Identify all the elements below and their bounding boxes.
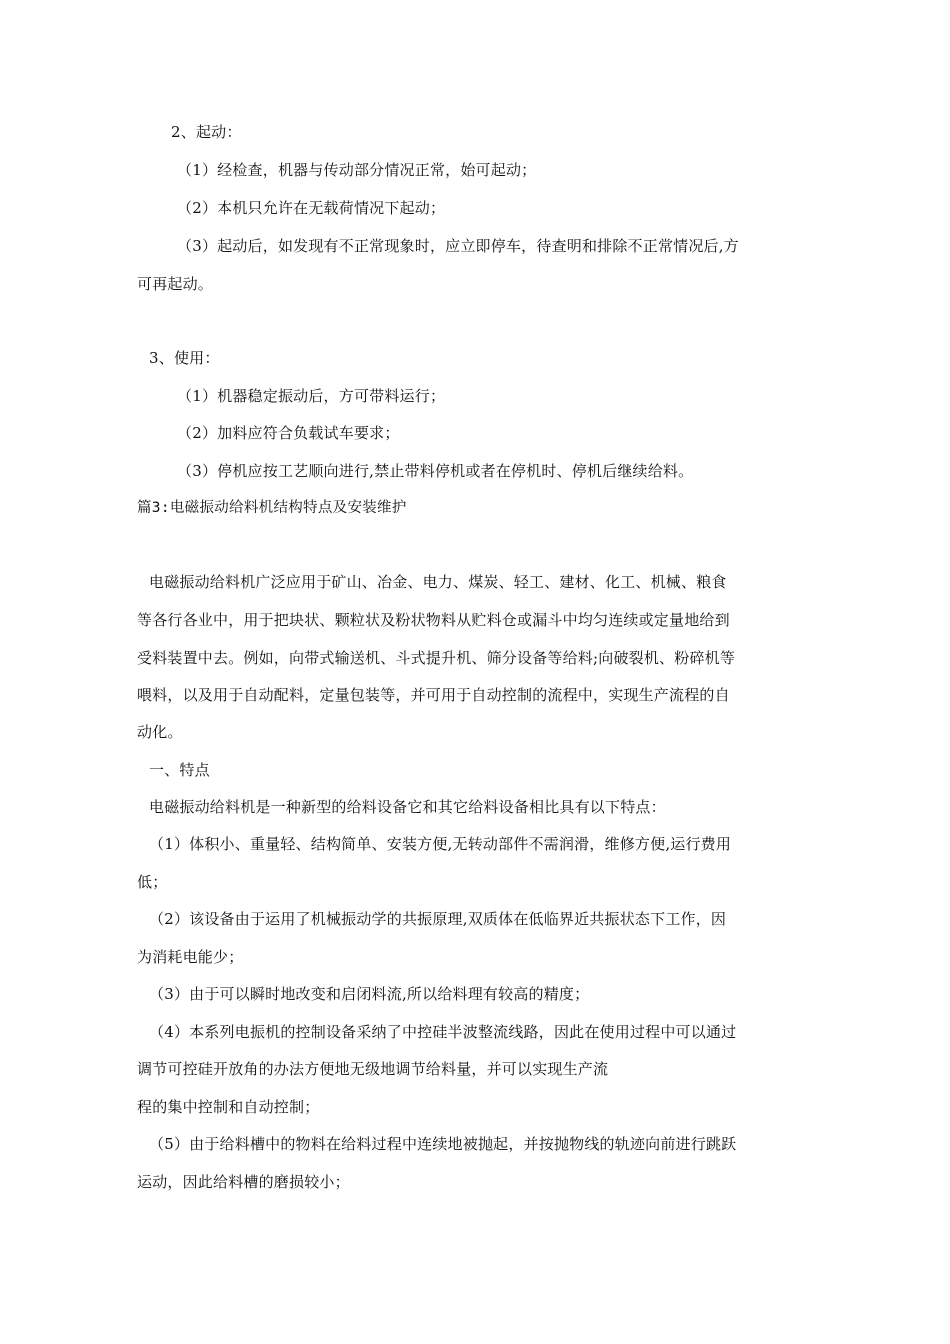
- startup-item-3-line-1: （3）起动后，如发现有不正常现象时，应立即停车，待查明和排除不正常情况后,方: [177, 237, 739, 255]
- feature-2-line-2: 为消耗电能少；: [137, 948, 244, 966]
- intro-line: 受料装置中去。例如，向带式输送机、斗式提升机、筛分设备等给料;向破裂机、粉碎机等: [137, 649, 736, 667]
- intro-line: 等各行各业中，用于把块状、颗粒状及粉状物料从贮料仓或漏斗中均匀连续或定量地给到: [137, 611, 730, 629]
- features-intro: 电磁振动给料机是一种新型的给料设备它和其它给料设备相比具有以下特点：: [149, 798, 666, 816]
- feature-2-line-1: （2）该设备由于运用了机械振动学的共振原理,双质体在低临界近共振状态下工作，因: [149, 910, 727, 928]
- feature-5-line-2: 运动，因此给料槽的磨损较小；: [137, 1173, 350, 1191]
- feature-1-line-1: （1）体积小、重量轻、结构简单、安装方便,无转动部件不需润滑，维修方便,运行费用: [149, 835, 732, 853]
- startup-item-3-line-2: 可再起动。: [137, 275, 214, 293]
- intro-line: 喂料，以及用于自动配料，定量包装等，并可用于自动控制的流程中，实现生产流程的自: [137, 686, 730, 704]
- feature-4-line-2: 调节可控硅开放角的办法方便地无级地调节给料量，并可以实现生产流: [137, 1060, 609, 1078]
- intro-line: 电磁振动给料机广泛应用于矿山、冶金、电力、煤炭、轻工、建材、化工、机械、粮食: [149, 573, 727, 591]
- features-heading: 一、特点: [149, 761, 210, 779]
- startup-item-2: （2）本机只允许在无载荷情况下起动；: [177, 199, 446, 217]
- section-heading-startup: 2、起动：: [171, 123, 242, 141]
- use-item-3: （3）停机应按工艺顺向进行,禁止带料停机或者在停机时、停机后继续给料。: [177, 462, 694, 480]
- startup-item-1: （1）经检查，机器与传动部分情况正常，始可起动；: [177, 161, 537, 179]
- article-title: 篇3:电磁振动给料机结构特点及安装维护: [137, 500, 407, 516]
- use-item-1: （1）机器稳定振动后，方可带料运行；: [177, 387, 446, 405]
- feature-4-line-1: （4）本系列电振机的控制设备采纳了中控硅半波整流线路，因此在使用过程中可以通过: [149, 1023, 737, 1041]
- feature-3-line-1: （3）由于可以瞬时地改变和启闭料流,所以给料理有较高的精度；: [149, 985, 590, 1003]
- section-heading-use: 3、使用：: [149, 349, 220, 367]
- feature-4-line-3: 程的集中控制和自动控制；: [137, 1098, 320, 1116]
- intro-line: 动化。: [137, 723, 183, 741]
- use-item-2: （2）加料应符合负载试车要求；: [177, 424, 400, 442]
- feature-5-line-1: （5）由于给料槽中的物料在给料过程中连续地被抛起，并按抛物线的轨迹向前进行跳跃: [149, 1135, 737, 1153]
- feature-1-line-2: 低；: [137, 873, 168, 891]
